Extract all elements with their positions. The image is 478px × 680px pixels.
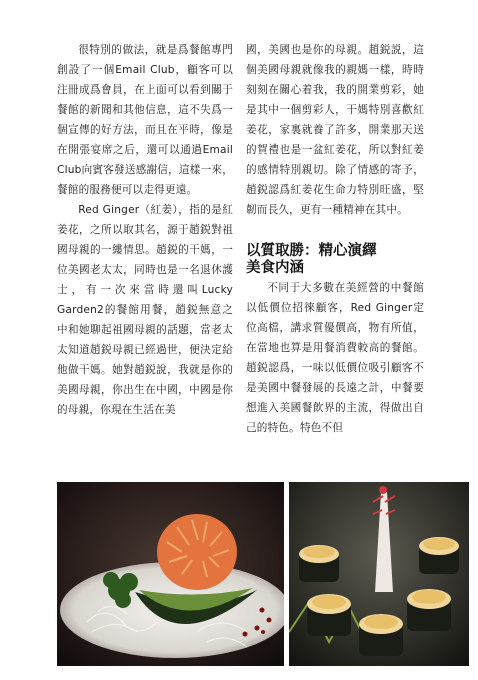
body-paragraph-continued: 國，美國也是你的母親。趙鋭説，這個美國母親就像我的親媽一樣，時時刻刻在關心着我，我的開業剪彩，她是其中一個剪彩人，干媽特別喜歡紅姜花，家裏就養了許多，開業那天送的賀禮也是一盆紅姜花，所以對紅姜的感情特別親切。除了情感的寄予，趙鋭認爲紅姜花生命力特別旺盛，堅韌而長久，更有一種精神在其中。 xyxy=(246,44,424,216)
body-paragraph: 不同于大多數在美經營的中餐館以低價位招徠顧客，Red Ginger定位高檔，講求質優價高，物有所值，在當地也算是用餐消費較高的餐館。趙鋭認爲，一味以低價位吸引顧客不是美國中餐發展的長遠之計，中餐要想進入美國餐飲界的主流，得做出自己的特色。特色不但 xyxy=(246,282,424,434)
body-paragraph: 很特別的做法，就是爲餐館專門創設了一個Email Club，顧客可以注冊成爲會員，在上面可以看到關于餐館的新聞和其他信息，這不失爲一個宣傳的好方法，而且在平時，像是在開張宴席之后，還可以通過Email Club向賓客發送感謝信，這樣一來，餐館的服務便可以走得更遠。 xyxy=(57,44,233,196)
section-heading-line-1: 以質取勝：精心演繹 xyxy=(246,242,377,259)
body-paragraph: Red Ginger（紅姜），指的是紅姜花，之所以取其名，源于趙鋭對祖國母親的一縷情思。趙鋭的干媽，一位美國老太太，同時也是一名退休護士，有一次來當時還叫Lucky Garden2的餐館用餐，趙鋭無意之中和她聊起祖國母親的話題，當老太太知道趙鋭母親已經過世，便決定給他做干媽。她對趙鋭說，我就是你的美國母親，你出生在中國，中國是你的母親，你現在生活在美 xyxy=(57,204,233,416)
dish-photo-right xyxy=(289,482,469,666)
section-heading xyxy=(246,242,424,276)
left-text-column xyxy=(57,40,233,420)
section-heading-line-2: 美食内涵 xyxy=(246,259,304,276)
right-text-column xyxy=(246,40,424,438)
dish-photo-left xyxy=(57,482,284,666)
